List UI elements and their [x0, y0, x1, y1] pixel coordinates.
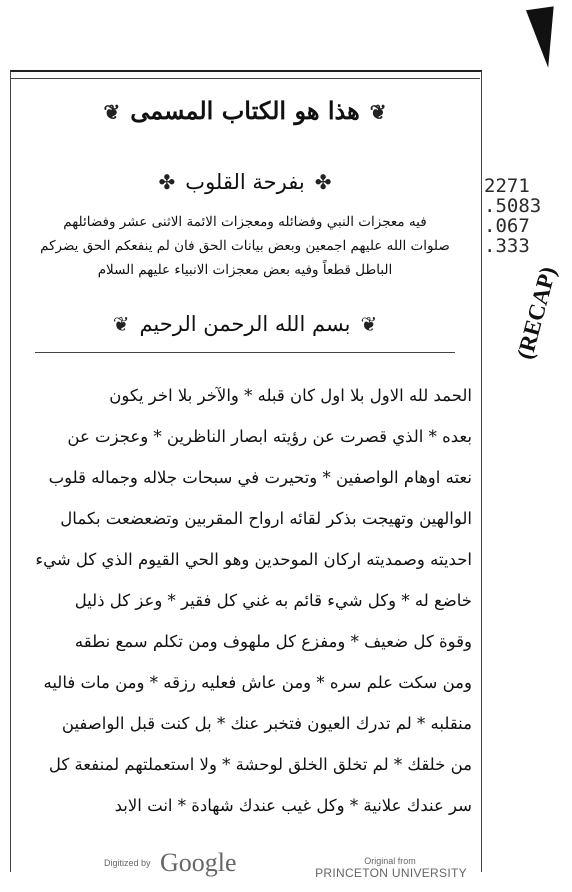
body-line: من خلقك * لم تخلق الخلق لوحشة * ولا استعملتهم لمنفعة كل	[48, 755, 472, 774]
body-line: الوالهين وتهيجت بذكر لقائه ارواح المقربين وتضعضعت بكمال	[60, 509, 472, 528]
body-line: منقلبه * لم تدرك العيون فتخبر عنك * بل كنت قبل الواصفين	[61, 714, 472, 733]
ornament-icon: ✤	[314, 170, 332, 194]
ornament-icon: ❦	[112, 312, 130, 336]
body-line: الحمد لله الاول بلا اول كان قبله * والآخر بلا اخر يكون	[109, 386, 472, 405]
intro-paragraph	[30, 210, 460, 282]
digitized-by-label: Digitized by	[104, 858, 151, 868]
ornament-icon: ❦	[103, 100, 121, 124]
book-subtitle	[40, 170, 450, 194]
ornament-icon: ✤	[158, 170, 176, 194]
institution-label: PRINCETON UNIVERSITY	[315, 866, 467, 880]
call-number	[484, 176, 564, 256]
frame-double-rule	[10, 78, 480, 79]
call-number-line: .5083	[484, 195, 542, 217]
recap-stamp: (RECAP)	[512, 263, 561, 362]
book-title-text: هذا هو الكتاب المسمى	[130, 96, 360, 125]
book-title	[40, 96, 450, 125]
call-number-line: .067	[484, 215, 530, 237]
intro-line: الباطل قطعاً وفيه بعض معجزات الانبياء عليهم السلام	[97, 262, 393, 278]
ornament-icon: ❦	[360, 312, 378, 336]
original-from-label: Original from	[364, 856, 416, 866]
ornament-icon: ❦	[369, 100, 387, 124]
corner-mark	[526, 6, 562, 69]
body-line: احديته وصمديته اركان الموحدين وهو الحي القيوم الذي كل شيء	[35, 550, 472, 569]
body-text	[20, 375, 472, 826]
body-line: ومن سكت علم سره * ومن عاش فعليه رزقه * ومن مات فاليه	[43, 673, 472, 692]
body-line: خاضع له * وكل شيء قائم به غني كل فقير * وعز كل ذليل	[74, 591, 472, 610]
body-line: نعته اوهام الواصفين * وتحيرت في سبحات جلاله وجماله قلوب	[48, 468, 472, 487]
body-line: وقوة كل ضعيف * ومفزع كل ملهوف ومن تكلم سمع نطقه	[74, 632, 472, 651]
book-subtitle-text: بفرحة القلوب	[185, 170, 305, 194]
basmala-text: بسم الله الرحمن الرحيم	[139, 312, 351, 336]
call-number-line: .333	[484, 235, 530, 257]
call-number-line: 2271	[484, 175, 530, 197]
body-line: سر عندك علانية * وكل غيب عندك شهادة * انت الابد	[114, 796, 472, 815]
section-divider	[35, 352, 455, 353]
intro-line: صلوات الله عليهم اجمعين وبعض بيانات الحق فان لم ينفعكم الحق يضركم	[40, 238, 450, 254]
intro-line: فيه معجزات النبي وفضائله ومعجزات الائمة الاثنى عشر وفضائلهم	[63, 214, 427, 230]
body-line: بعده * الذي قصرت عن رؤيته ابصار الناظرين * وعجزت عن	[67, 427, 472, 446]
basmala	[60, 312, 430, 336]
google-logo: Google	[160, 848, 237, 877]
